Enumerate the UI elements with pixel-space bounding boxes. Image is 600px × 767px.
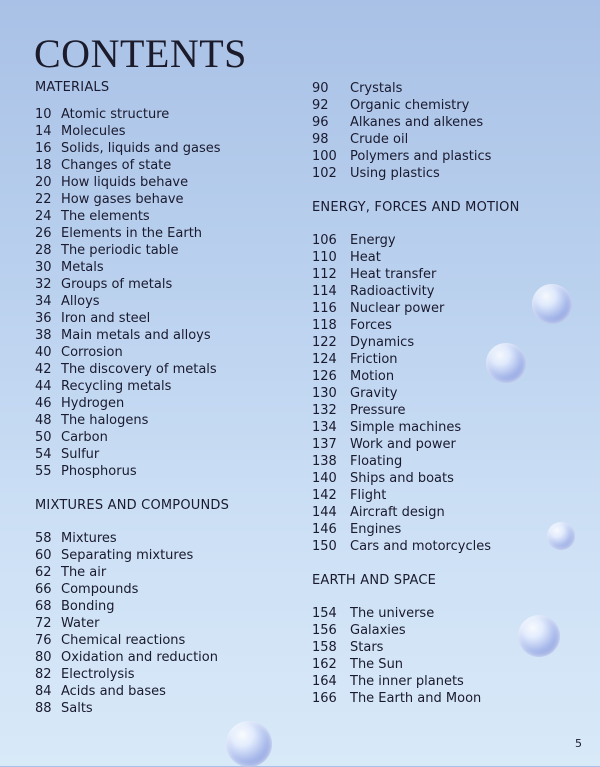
toc-page-number: 92	[312, 98, 329, 113]
toc-entry-label: Energy	[350, 233, 396, 248]
section-materials	[35, 80, 295, 480]
section-energy	[312, 200, 582, 555]
toc-entry	[35, 649, 295, 666]
toc-entry	[35, 598, 295, 615]
toc-page-number: 158	[312, 640, 337, 655]
toc-entry-label: Gravity	[350, 386, 398, 401]
toc-entry-label: Atomic structure	[61, 107, 170, 122]
section-heading: MATERIALS	[35, 80, 110, 95]
toc-page-number: 88	[35, 701, 52, 716]
toc-page-number: 122	[312, 335, 337, 350]
toc-entry	[312, 232, 582, 249]
toc-entry	[312, 453, 582, 470]
toc-entry	[35, 429, 295, 446]
toc-entry	[312, 165, 582, 182]
toc-entry	[312, 436, 582, 453]
toc-entry-label: Hydrogen	[61, 396, 125, 411]
toc-entry-label: Dynamics	[350, 335, 415, 350]
toc-entry	[35, 140, 295, 157]
toc-entry	[35, 123, 295, 140]
toc-page-number: 80	[35, 650, 52, 665]
toc-page-number: 118	[312, 318, 337, 333]
toc-page-number: 124	[312, 352, 337, 367]
toc-entry-label: Main metals and alloys	[61, 328, 211, 343]
toc-entry	[35, 547, 295, 564]
toc-entry-label: Elements in the Earth	[61, 226, 203, 241]
toc-entry	[35, 683, 295, 700]
toc-entry	[312, 402, 582, 419]
toc-page-number: 162	[312, 657, 337, 672]
toc-page-number: 144	[312, 505, 337, 520]
toc-entry-label: Simple machines	[350, 420, 462, 435]
toc-page-number: 60	[35, 548, 52, 563]
toc-page-number: 62	[35, 565, 52, 580]
toc-entry	[35, 157, 295, 174]
toc-entry-label: Organic chemistry	[350, 98, 470, 113]
toc-entry	[312, 470, 582, 487]
toc-page-number: 72	[35, 616, 52, 631]
toc-entry	[35, 666, 295, 683]
toc-page-number: 76	[35, 633, 52, 648]
toc-entry-label: Carbon	[61, 430, 108, 445]
toc-entry	[312, 538, 582, 555]
toc-page-number: 100	[312, 149, 337, 164]
toc-entry	[312, 385, 582, 402]
toc-entry	[35, 615, 295, 632]
toc-entry-label: Stars	[350, 640, 384, 655]
toc-page-number: 134	[312, 420, 337, 435]
toc-entry	[312, 673, 582, 690]
toc-entry-label: Electrolysis	[61, 667, 135, 682]
toc-entry	[35, 106, 295, 123]
toc-entry	[35, 581, 295, 598]
toc-entry-label: Cars and motorcycles	[350, 539, 491, 554]
toc-entry-label: Aircraft design	[350, 505, 445, 520]
toc-entry	[312, 114, 582, 131]
toc-page-number: 137	[312, 437, 337, 452]
toc-entry	[312, 690, 582, 707]
toc-entry-label: Friction	[350, 352, 398, 367]
toc-entry	[35, 174, 295, 191]
toc-page-number: 66	[35, 582, 52, 597]
toc-page-number: 46	[35, 396, 52, 411]
toc-entry-label: Recycling metals	[61, 379, 172, 394]
toc-entry-label: The air	[61, 565, 107, 580]
section-mixtures	[35, 498, 295, 717]
toc-entry-label: Groups of metals	[61, 277, 173, 292]
toc-entry	[35, 344, 295, 361]
toc-entry-label: Heat	[350, 250, 381, 265]
toc-entry	[312, 334, 582, 351]
toc-entry-label: Ships and boats	[350, 471, 454, 486]
right-column	[312, 80, 582, 707]
toc-entry	[312, 249, 582, 266]
toc-page-number: 110	[312, 250, 337, 265]
toc-entry	[312, 131, 582, 148]
toc-entry	[312, 487, 582, 504]
toc-page-number: 36	[35, 311, 52, 326]
toc-page-number: 34	[35, 294, 52, 309]
toc-page-number: 106	[312, 233, 337, 248]
toc-entry-label: Forces	[350, 318, 392, 333]
toc-entry-label: Water	[61, 616, 100, 631]
toc-page-number: 16	[35, 141, 52, 156]
toc-entry	[312, 97, 582, 114]
toc-page-number: 54	[35, 447, 52, 462]
toc-page-number: 126	[312, 369, 337, 384]
toc-page-number: 55	[35, 464, 52, 479]
toc-entry	[35, 225, 295, 242]
toc-entry	[35, 564, 295, 581]
toc-page-number: 24	[35, 209, 52, 224]
toc-entry-label: Galaxies	[350, 623, 406, 638]
toc-page-number: 20	[35, 175, 52, 190]
toc-entry-label: Alloys	[61, 294, 100, 309]
toc-page-number: 68	[35, 599, 52, 614]
toc-entry-label: Acids and bases	[61, 684, 166, 699]
toc-page-number: 166	[312, 691, 337, 706]
toc-page-number: 102	[312, 166, 337, 181]
toc-page-number: 98	[312, 132, 329, 147]
toc-entry-label: The halogens	[61, 413, 149, 428]
toc-entry-label: Engines	[350, 522, 402, 537]
toc-page-number: 96	[312, 115, 329, 130]
toc-entry	[35, 361, 295, 378]
toc-entry	[312, 656, 582, 673]
toc-entry	[312, 521, 582, 538]
toc-entry	[35, 293, 295, 310]
toc-page-number: 112	[312, 267, 337, 282]
toc-entry-label: Heat transfer	[350, 267, 437, 282]
toc-page-number: 22	[35, 192, 52, 207]
toc-page-number: 150	[312, 539, 337, 554]
toc-entry-label: Pressure	[350, 403, 406, 418]
toc-entry-label: The Sun	[350, 657, 404, 672]
entry-list	[312, 80, 582, 182]
toc-page-number: 156	[312, 623, 337, 638]
toc-entry	[35, 378, 295, 395]
toc-entry-label: The universe	[350, 606, 435, 621]
toc-entry-label: Chemical reactions	[61, 633, 186, 648]
toc-entry	[35, 208, 295, 225]
toc-entry-label: Alkanes and alkenes	[350, 115, 484, 130]
toc-entry	[35, 700, 295, 717]
toc-entry-label: Work and power	[350, 437, 456, 452]
toc-entry	[35, 530, 295, 547]
toc-entry	[312, 148, 582, 165]
toc-page-number: 44	[35, 379, 52, 394]
toc-page-number: 28	[35, 243, 52, 258]
toc-page-number: 164	[312, 674, 337, 689]
page-number: 5	[575, 737, 582, 750]
toc-entry-label: Solids, liquids and gases	[61, 141, 221, 156]
toc-entry-label: Separating mixtures	[61, 548, 194, 563]
toc-entry-label: The periodic table	[61, 243, 179, 258]
toc-page-number: 32	[35, 277, 52, 292]
toc-entry	[312, 419, 582, 436]
toc-page-number: 18	[35, 158, 52, 173]
toc-entry	[312, 504, 582, 521]
toc-page-number: 114	[312, 284, 337, 299]
toc-entry-label: Nuclear power	[350, 301, 445, 316]
toc-entry	[35, 259, 295, 276]
toc-entry	[35, 632, 295, 649]
toc-entry	[35, 242, 295, 259]
toc-page-number: 58	[35, 531, 52, 546]
bubble-decoration	[486, 343, 526, 383]
toc-page-number: 48	[35, 413, 52, 428]
toc-entry	[35, 395, 295, 412]
toc-entry-label: Crude oil	[350, 132, 409, 147]
section-heading: ENERGY, FORCES AND MOTION	[312, 200, 520, 215]
toc-entry	[312, 368, 582, 385]
toc-entry	[35, 446, 295, 463]
toc-page-number: 38	[35, 328, 52, 343]
section-continued	[312, 80, 582, 182]
toc-entry-label: How liquids behave	[61, 175, 189, 190]
toc-page-number: 10	[35, 107, 52, 122]
left-column	[35, 80, 295, 717]
toc-page-number: 42	[35, 362, 52, 377]
toc-entry-label: Metals	[61, 260, 104, 275]
toc-entry-label: Mixtures	[61, 531, 117, 546]
entry-list	[312, 232, 582, 555]
toc-page-number: 140	[312, 471, 337, 486]
toc-entry-label: Corrosion	[61, 345, 123, 360]
toc-entry	[35, 412, 295, 429]
toc-page-number: 26	[35, 226, 52, 241]
toc-page-number: 116	[312, 301, 337, 316]
toc-entry-label: Using plastics	[350, 166, 440, 181]
section-heading: MIXTURES AND COMPOUNDS	[35, 498, 230, 513]
toc-entry-label: Phosphorus	[61, 464, 137, 479]
section-heading: EARTH AND SPACE	[312, 573, 437, 588]
toc-entry-label: The inner planets	[350, 674, 464, 689]
toc-page-number: 138	[312, 454, 337, 469]
toc-entry	[35, 310, 295, 327]
toc-page-number: 130	[312, 386, 337, 401]
toc-entry	[35, 276, 295, 293]
toc-page-number: 84	[35, 684, 52, 699]
toc-entry	[35, 463, 295, 480]
toc-entry-label: Salts	[61, 701, 93, 716]
toc-page-number: 90	[312, 81, 329, 96]
entry-list	[35, 106, 295, 480]
toc-page-number: 30	[35, 260, 52, 275]
toc-entry-label: Motion	[350, 369, 395, 384]
bubble-decoration	[532, 284, 572, 324]
toc-entry	[312, 266, 582, 283]
toc-entry	[312, 80, 582, 97]
toc-entry-label: Compounds	[61, 582, 139, 597]
toc-entry-label: Crystals	[350, 81, 403, 96]
toc-entry	[35, 191, 295, 208]
toc-page-number: 154	[312, 606, 337, 621]
toc-page-number: 14	[35, 124, 52, 139]
bubble-decoration	[226, 721, 272, 767]
toc-entry-label: Floating	[350, 454, 403, 469]
toc-entry-label: Polymers and plastics	[350, 149, 492, 164]
entry-list	[35, 530, 295, 717]
toc-entry-label: Changes of state	[61, 158, 172, 173]
toc-entry-label: Flight	[350, 488, 387, 503]
toc-page-number: 50	[35, 430, 52, 445]
toc-entry-label: Sulfur	[61, 447, 100, 462]
page-title: CONTENTS	[34, 31, 247, 76]
toc-page-number: 146	[312, 522, 337, 537]
toc-entry-label: Bonding	[61, 599, 115, 614]
bubble-decoration	[518, 615, 560, 657]
toc-entry-label: Oxidation and reduction	[61, 650, 218, 665]
toc-entry-label: How gases behave	[61, 192, 184, 207]
toc-entry-label: Iron and steel	[61, 311, 151, 326]
bubble-decoration	[547, 522, 575, 550]
toc-page-number: 132	[312, 403, 337, 418]
toc-entry-label: The elements	[61, 209, 150, 224]
toc-entry-label: Molecules	[61, 124, 126, 139]
toc-entry-label: Radioactivity	[350, 284, 435, 299]
toc-entry	[312, 351, 582, 368]
toc-entry	[35, 327, 295, 344]
toc-page-number: 82	[35, 667, 52, 682]
toc-entry-label: The discovery of metals	[61, 362, 217, 377]
toc-page-number: 142	[312, 488, 337, 503]
toc-entry-label: The Earth and Moon	[350, 691, 482, 706]
toc-page-number: 40	[35, 345, 52, 360]
